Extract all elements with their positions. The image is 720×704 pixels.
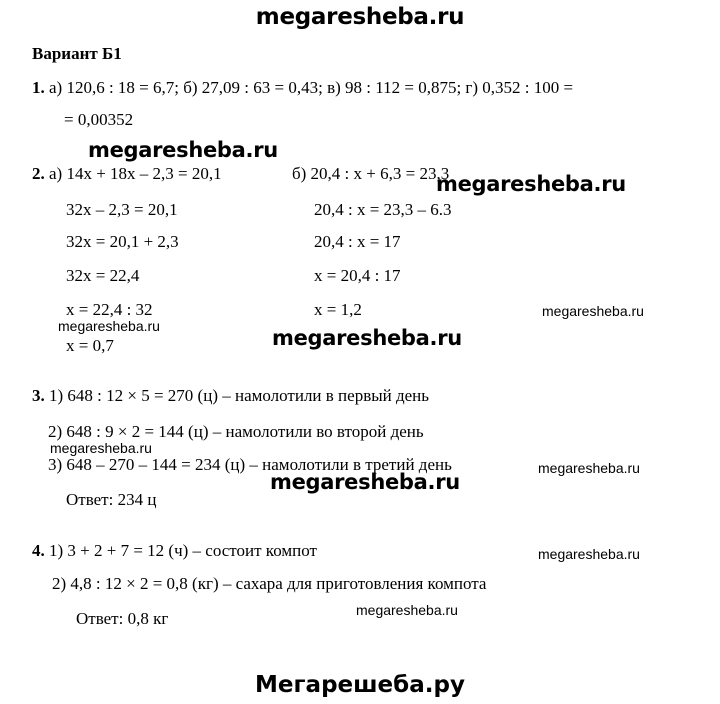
task1-line1: а) 120,6 : 18 = 6,7; б) 27,09 : 63 = 0,43; в) 98 : 112 = 0,875; г) 0,352 : 100 = xyxy=(49,78,574,97)
task3-step-1-line xyxy=(32,386,429,406)
task2-a-step-5: x = 0,7 xyxy=(66,336,114,355)
task4-step-1-line xyxy=(32,541,317,561)
task2-b-step-2: 20,4 : x = 17 xyxy=(314,232,401,251)
task3-step-1: 1) 648 : 12 × 5 = 270 (ц) – намолотили в первый день xyxy=(49,386,430,405)
task2-b-equation: б) 20,4 : x + 6,3 = 23,3 xyxy=(292,164,450,183)
watermark-small: megaresheba.ru xyxy=(538,546,640,562)
footer-brand: Мегарешеба.ру xyxy=(255,672,465,698)
task2-number: 2. xyxy=(32,164,45,183)
task2-b-step-1: 20,4 : x = 23,3 – 6.3 xyxy=(314,200,452,219)
watermark-small: megaresheba.ru xyxy=(58,318,160,334)
watermark-small: megaresheba.ru xyxy=(356,602,458,618)
task2-a-step-2: 32x = 20,1 + 2,3 xyxy=(66,232,179,251)
task1-line2: = 0,00352 xyxy=(64,110,134,129)
task2-a-step-3: 32x = 22,4 xyxy=(66,266,140,285)
task3-step-3: 3) 648 – 270 – 144 = 234 (ц) – намолотили в третий день xyxy=(48,455,452,474)
task1-number: 1. xyxy=(32,78,45,97)
watermark-small: megaresheba.ru xyxy=(538,460,640,476)
task2-a-step-4: x = 22,4 : 32 xyxy=(66,300,153,319)
task2-b-step-3: x = 20,4 : 17 xyxy=(314,266,401,285)
task2-a-equation: а) 14x + 18x – 2,3 = 20,1 xyxy=(49,164,222,183)
watermark-large: megaresheba.ru xyxy=(272,326,462,350)
task1 xyxy=(32,78,573,98)
task2-header xyxy=(32,164,222,184)
header-watermark: megaresheba.ru xyxy=(255,4,465,30)
watermark-large: megaresheba.ru xyxy=(88,138,278,162)
variant-title: Вариант Б1 xyxy=(32,44,122,63)
task4-step-1: 1) 3 + 2 + 7 = 12 (ч) – состоит компот xyxy=(49,541,317,560)
task3-number: 3. xyxy=(32,386,45,405)
task4-number: 4. xyxy=(32,541,45,560)
watermark-small: megaresheba.ru xyxy=(50,440,152,456)
task4-answer: Ответ: 0,8 кг xyxy=(76,609,169,628)
task3-answer: Ответ: 234 ц xyxy=(66,490,157,509)
task2-a-step-1: 32x – 2,3 = 20,1 xyxy=(66,200,178,219)
task3-step-2: 2) 648 : 9 × 2 = 144 (ц) – намолотили во второй день xyxy=(48,422,424,441)
watermark-large: megaresheba.ru xyxy=(436,172,626,196)
watermark-large: megaresheba.ru xyxy=(270,470,460,494)
task2-b-step-4: x = 1,2 xyxy=(314,300,362,319)
task4-step-2: 2) 4,8 : 12 × 2 = 0,8 (кг) – сахара для приготовления компота xyxy=(52,574,487,593)
watermark-small: megaresheba.ru xyxy=(542,303,644,319)
